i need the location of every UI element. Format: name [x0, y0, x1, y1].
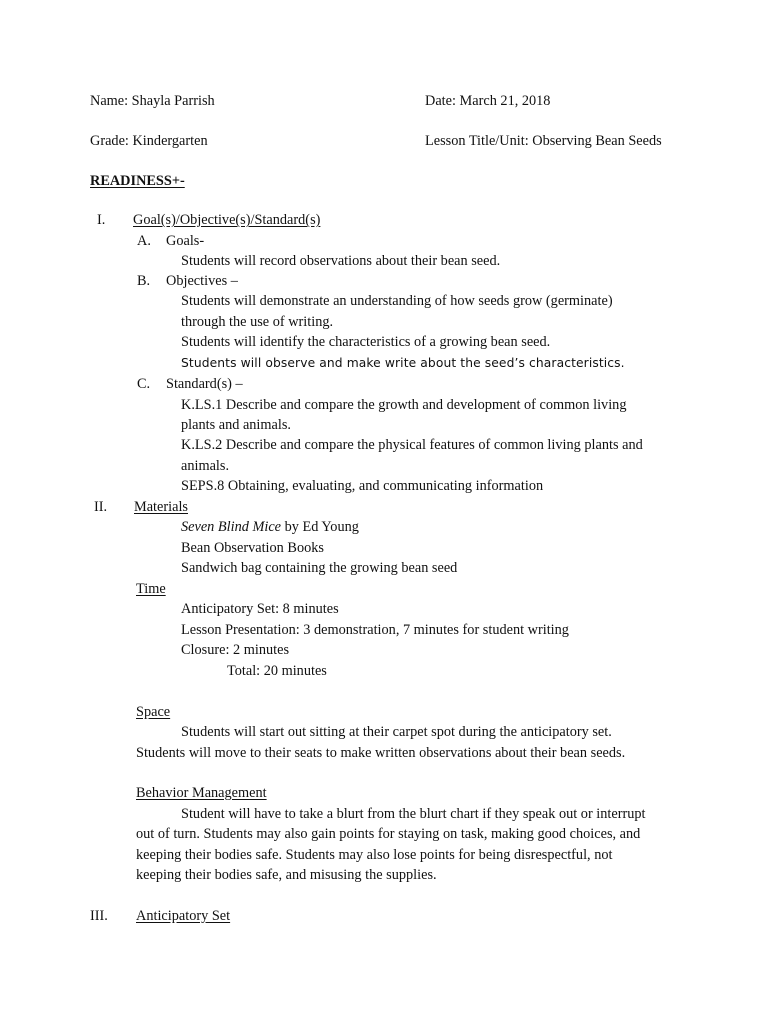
time-heading: Time — [136, 581, 166, 597]
material-item: Sandwich bag containing the growing bean seed — [181, 560, 458, 576]
behavior-line: out of turn. Students may also gain points for staying on task, making good choices, and — [136, 826, 641, 842]
objectives-line: through the use of writing. — [181, 314, 334, 330]
behavior-line: Student will have to take a blurt from the blurt chart if they speak out or interrupt — [181, 806, 646, 822]
lesson-title: Lesson Title/Unit: Observing Bean Seeds — [425, 133, 662, 149]
section-numeral-1: I. — [97, 212, 106, 228]
readiness-heading: READINESS+- — [90, 173, 185, 189]
material-item: Bean Observation Books — [181, 540, 324, 556]
goals-letter: A. — [137, 233, 151, 249]
space-line: Students will start out sitting at their carpet spot during the anticipatory set. — [181, 724, 612, 740]
standards-line: K.LS.2 Describe and compare the physical features of common living plants and — [181, 437, 643, 453]
objectives-label: Objectives – — [166, 273, 238, 289]
objectives-line: Students will demonstrate an understanding of how seeds grow (germinate) — [181, 293, 613, 309]
section-numeral-2: II. — [94, 499, 108, 515]
time-line: Closure: 2 minutes — [181, 642, 290, 658]
standards-line: plants and animals. — [181, 417, 291, 433]
behavior-line: keeping their bodies safe, and misusing the supplies. — [136, 867, 437, 883]
section-numeral-3: III. — [90, 908, 108, 924]
material-item-book — [181, 518, 359, 536]
section-title-anticipatory: Anticipatory Set — [136, 908, 231, 924]
standards-label: Standard(s) – — [166, 376, 243, 392]
book-title: Seven Blind Mice — [181, 519, 282, 535]
student-name: Name: Shayla Parrish — [90, 93, 215, 109]
goals-line: Students will record observations about their bean seed. — [181, 253, 501, 269]
book-author: by Ed Young — [281, 519, 359, 535]
space-line: Students will move to their seats to make written observations about their bean seeds. — [136, 745, 626, 761]
behavior-heading: Behavior Management — [136, 785, 267, 801]
goals-label: Goals- — [166, 233, 205, 249]
objectives-letter: B. — [137, 273, 151, 289]
grade-level: Grade: Kindergarten — [90, 133, 208, 149]
space-heading: Space — [136, 704, 171, 720]
behavior-line: keeping their bodies safe. Students may also lose points for being disrespectful, not — [136, 847, 613, 863]
objectives-line: Students will identify the characteristics of a growing bean seed. — [181, 334, 551, 350]
standards-letter: C. — [137, 376, 151, 392]
lesson-date: Date: March 21, 2018 — [425, 93, 551, 109]
time-line: Lesson Presentation: 3 demonstration, 7 minutes for student writing — [181, 622, 569, 638]
standards-line: SEPS.8 Obtaining, evaluating, and communicating information — [181, 478, 544, 494]
standards-line: K.LS.1 Describe and compare the growth and development of common living — [181, 397, 627, 413]
standards-line: animals. — [181, 458, 230, 474]
section-title-goals: Goal(s)/Objective(s)/Standard(s) — [133, 212, 321, 228]
objectives-line: Students will observe and make write about the seed’s characteristics. — [181, 356, 625, 370]
time-total: Total: 20 minutes — [227, 663, 327, 679]
time-line: Anticipatory Set: 8 minutes — [181, 601, 339, 617]
section-title-materials: Materials — [134, 499, 188, 515]
